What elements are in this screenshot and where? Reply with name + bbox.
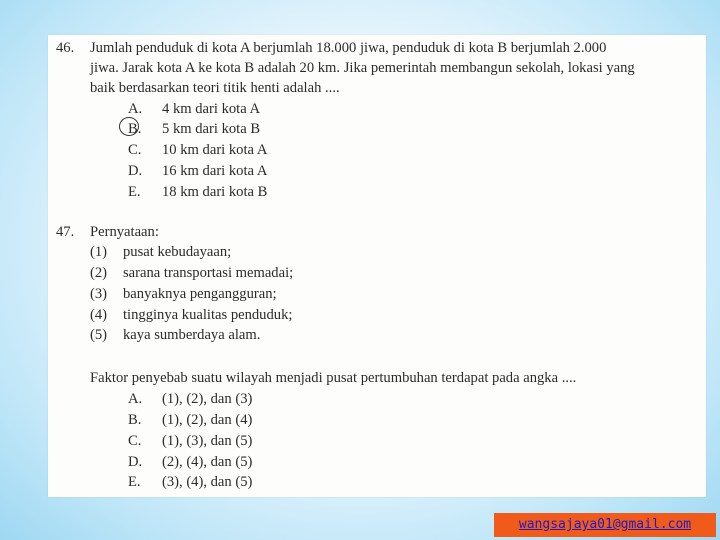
q47-statement-4-num: (4) — [90, 307, 108, 323]
q46-option-c-letter: C. — [128, 142, 142, 158]
q47-statement-1-num: (1) — [90, 244, 108, 260]
q47-statement-2-num: (2) — [90, 265, 108, 281]
q47-option-a-letter: A. — [128, 391, 143, 407]
q47-number: 47. — [56, 224, 75, 240]
q47-option-d-letter: D. — [128, 454, 143, 470]
q46-stem-line-3: baik berdasarkan teori titik henti adalah .... — [90, 80, 340, 96]
q46-option-b-text: 5 km dari kota B — [162, 121, 261, 137]
q46-option-a-text: 4 km dari kota A — [162, 101, 261, 117]
q47-option-c-letter: C. — [128, 433, 142, 449]
q46-option-d-letter: D. — [128, 163, 143, 179]
q47-option-c-text: (1), (3), dan (5) — [162, 433, 253, 449]
q47-option-d-text: (2), (4), dan (5) — [162, 454, 253, 470]
q47-option-b-letter: B. — [128, 412, 142, 428]
q47-option-b-text: (1), (2), dan (4) — [162, 412, 253, 428]
q46-option-d-text: 16 km dari kota A — [162, 163, 268, 179]
q46-option-e-text: 18 km dari kota B — [162, 184, 268, 200]
q47-statement-5-text: kaya sumberdaya alam. — [123, 327, 261, 343]
exam-page — [48, 35, 706, 497]
q47-heading: Pernyataan: — [90, 224, 159, 240]
q47-option-e-letter: E. — [128, 474, 141, 490]
q47-question: Faktor penyebab suatu wilayah menjadi pusat pertumbuhan terdapat pada angka .... — [90, 370, 577, 386]
q47-option-e-text: (3), (4), dan (5) — [162, 474, 253, 490]
q46-stem-line-2: jiwa. Jarak kota A ke kota B adalah 20 km. Jika pemerintah membangun sekolah, lokasi yang — [90, 60, 635, 76]
q46-option-a-letter: A. — [128, 101, 143, 117]
q47-statement-3-num: (3) — [90, 286, 108, 302]
q46-option-e-letter: E. — [128, 184, 141, 200]
email-link[interactable]: wangsajaya01@gmail.com — [494, 513, 716, 537]
q46-option-c-text: 10 km dari kota A — [162, 142, 268, 158]
q47-statement-3-text: banyaknya pengangguran; — [123, 286, 277, 302]
q46-number: 46. — [56, 40, 75, 56]
q47-statement-1-text: pusat kebudayaan; — [123, 244, 232, 260]
q46-option-b-letter: B. — [128, 121, 142, 137]
q47-statement-5-num: (5) — [90, 327, 108, 343]
q47-statement-2-text: sarana transportasi memadai; — [123, 265, 294, 281]
q47-statement-4-text: tingginya kualitas penduduk; — [123, 307, 293, 323]
q47-option-a-text: (1), (2), dan (3) — [162, 391, 253, 407]
q46-stem-line-1: Jumlah penduduk di kota A berjumlah 18.000 jiwa, penduduk di kota B berjumlah 2.000 — [90, 40, 607, 56]
